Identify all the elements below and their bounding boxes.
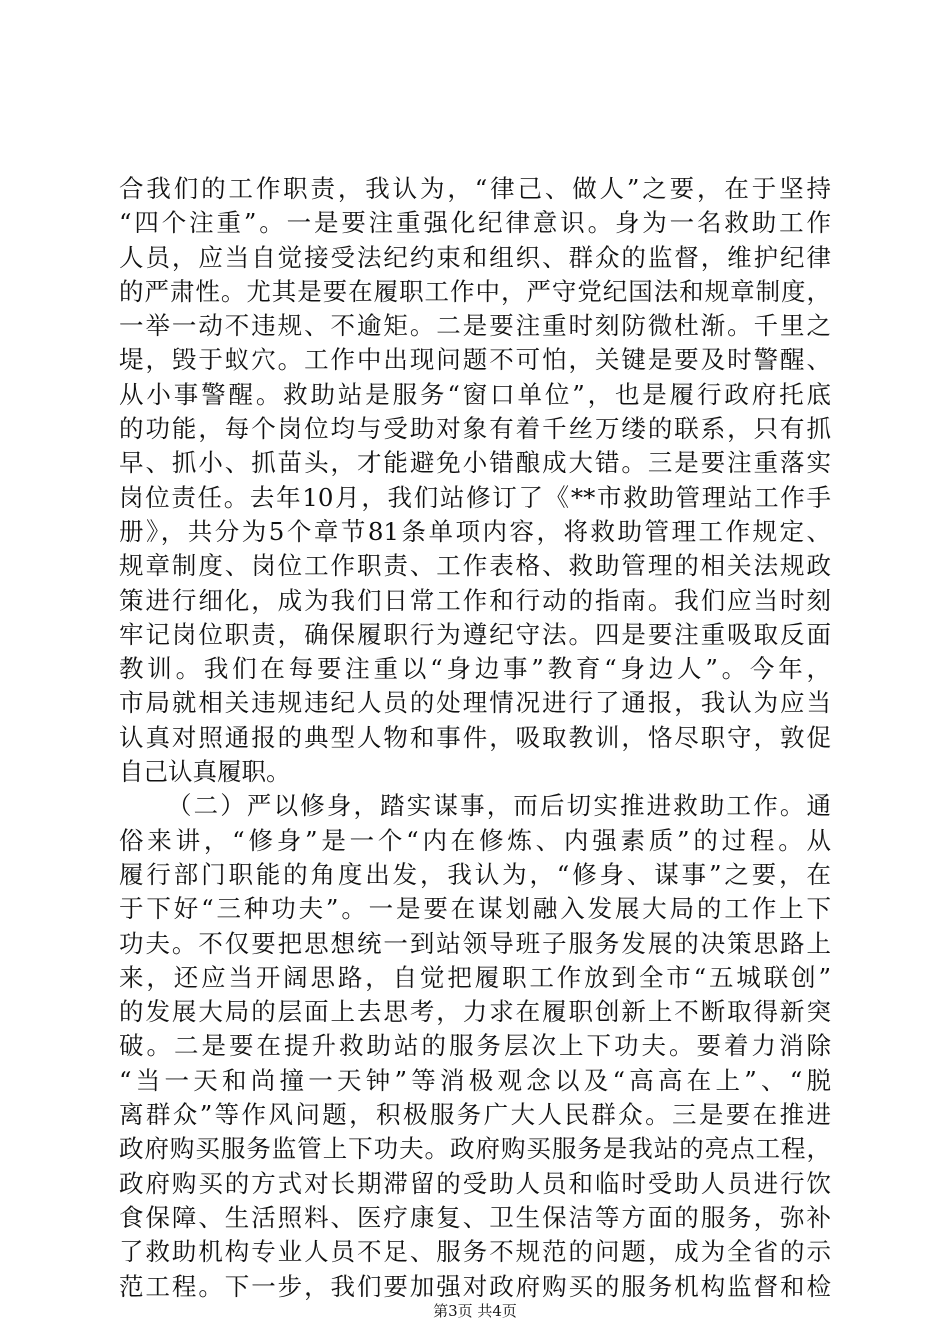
body-line: 的严肃性。尤其是要在履职工作中，严守党纪国法和规章制度， (119, 276, 831, 306)
body-line: 从小事警醒。救助站是服务“窗口单位”，也是履行政府托底 (119, 379, 831, 409)
body-line: 政府购买服务监管上下功夫。政府购买服务是我站的亮点工程， (119, 1134, 831, 1164)
body-line: 来，还应当开阔思路，自觉把履职工作放到全市“五城联创” (119, 962, 831, 992)
body-line: 履行部门职能的角度出发，我认为，“修身、谋事”之要，在 (119, 859, 831, 889)
body-line: 范工程。下一步，我们要加强对政府购买的服务机构监督和检 (119, 1271, 831, 1301)
body-line: 册》，共分为5个章节81条单项内容，将救助管理工作规定、 (119, 516, 831, 546)
body-line: 认真对照通报的典型人物和事件，吸取教训，恪尽职守，敦促 (119, 722, 831, 752)
body-line: 破。二是要在提升救助站的服务层次上下功夫。要着力消除 (119, 1031, 831, 1061)
body-line: 规章制度、岗位工作职责、工作表格、救助管理的相关法规政 (119, 551, 831, 581)
body-line: 离群众”等作风问题，积极服务广大人民群众。三是要在推进 (119, 1100, 831, 1130)
body-line: 堤，毁于蚁穴。工作中出现问题不可怕，关键是要及时警醒、 (119, 345, 831, 375)
body-line: 于下好“三种功夫”。一是要在谋划融入发展大局的工作上下 (119, 894, 831, 924)
document-body (119, 172, 831, 1304)
body-line: 的发展大局的层面上去思考，力求在履职创新上不断取得新突 (119, 997, 831, 1027)
body-line: 市局就相关违规违纪人员的处理情况进行了通报，我认为应当 (119, 688, 831, 718)
page-number-footer: 第3页 共4页 (433, 1302, 517, 1320)
body-line: 人员，应当自觉接受法纪约束和组织、群众的监督，维护纪律 (119, 242, 831, 272)
body-line: 一举一动不违规、不逾矩。二是要注重时刻防微杜渐。千里之 (119, 311, 831, 341)
body-line: 食保障、生活照料、医疗康复、卫生保洁等方面的服务，弥补 (119, 1202, 831, 1232)
body-line: 的功能，每个岗位均与受助对象有着千丝万缕的联系，只有抓 (119, 414, 831, 444)
body-line: “当一天和尚撞一天钟”等消极观念以及“高高在上”、“脱 (119, 1065, 831, 1095)
body-line: （二）严以修身，踏实谋事，而后切实推进救助工作。通 (167, 791, 831, 821)
body-line: 功夫。不仅要把思想统一到站领导班子服务发展的决策思路上 (119, 928, 831, 958)
body-line: 牢记岗位职责，确保履职行为遵纪守法。四是要注重吸取反面 (119, 619, 831, 649)
body-line: 教训。我们在每要注重以“身边事”教育“身边人”。今年， (119, 654, 831, 684)
body-line: 岗位责任。去年10月，我们站修订了《**市救助管理站工作手 (119, 482, 831, 512)
body-line: 合我们的工作职责，我认为，“律己、做人”之要，在于坚持 (119, 174, 831, 203)
body-line: 自己认真履职。 (119, 757, 291, 787)
body-line: 政府购买的方式对长期滞留的受助人员和临时受助人员进行饮 (119, 1168, 831, 1198)
body-line: 策进行细化，成为我们日常工作和行动的指南。我们应当时刻 (119, 585, 831, 615)
body-line: “四个注重”。一是要注重强化纪律意识。身为一名救助工作 (119, 208, 831, 238)
body-line: 俗来讲，“修身”是一个“内在修炼、内强素质”的过程。从 (119, 825, 831, 855)
body-line: 早、抓小、抓苗头，才能避免小错酿成大错。三是要注重落实 (119, 448, 831, 478)
body-line: 了救助机构专业人员不足、服务不规范的问题，成为全省的示 (119, 1237, 831, 1267)
